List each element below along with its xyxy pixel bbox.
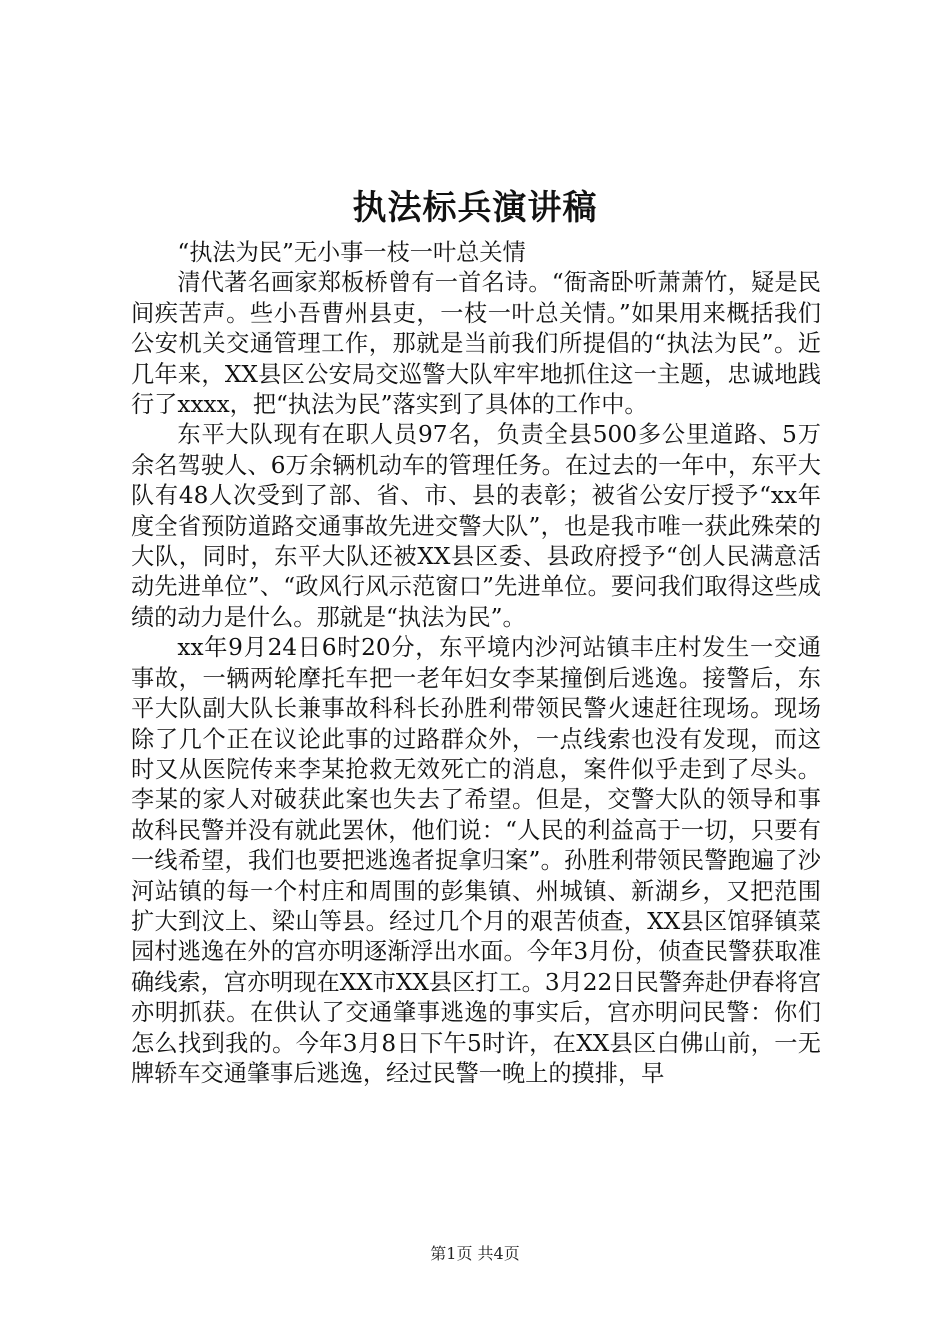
body-paragraph: 东平大队现有在职人员97名，负责全县500多公里道路、5万余名驾驶人、6万余辆机动车的管理任务。在过去的一年中，东平大队有48人次受到了部、省、市、县的表彰；被省公安厅授予“xx年度全省预防道路交通事故先进交警大队”，也是我市唯一获此殊荣的大队，同时，东平大队还被XX县区委、县政府授予“创人民满意活动先进单位”、“政风行风示范窗口”先进单位。要问我们取得这些成绩的动力是什么。那就是“执法为民”。: [131, 421, 821, 631]
body-paragraph: xx年9月24日6时20分，东平境内沙河站镇丰庄村发生一交通事故，一辆两轮摩托车把一老年妇女李某撞倒后逃逸。接警后，东平大队副大队长兼事故科科长孙胜利带领民警火速赶往现场。现场除了几个正在议论此事的过路群众外，一点线索也没有发现，而这时又从医院传来李某抢救无效死亡的消息，案件似乎走到了尽头。李某的家人对破获此案也失去了希望。但是，交警大队的领导和事故科民警并没有就此罢休，他们说：“人民的利益高于一切，只要有一线希望，我们也要把逃逸者捉拿归案”。孙胜利带领民警跑遍了沙河站镇的每一个村庄和周围的彭集镇、州城镇、新湖乡，又把范围扩大到汶上、梁山等县。经过几个月的艰苦侦查，XX县区馆驿镇菜园村逃逸在外的宫亦明逐渐浮出水面。今年3月份，侦查民警获取准确线索，宫亦明现在XX市XX县区打工。3月22日民警奔赴伊春将宫亦明抓获。在供认了交通肇事逃逸的事实后，宫亦明问民警：你们怎么找到我的。今年3月8日下午5时许，在XX县区白佛山前，一无牌轿车交通肇事后逃逸，经过民警一晚上的摸排，早: [131, 634, 821, 1087]
document-title: 执法标兵演讲稿: [352, 188, 598, 228]
document-body: [131, 238, 821, 1089]
body-paragraph: 清代著名画家郑板桥曾有一首名诗。“衙斋卧听萧萧竹，疑是民间疾苦声。些小吾曹州县吏，一枝一叶总关情。”如果用来概括我们公安机关交通管理工作，那就是当前我们所提倡的“执法为民”。近几年来，XX县区公安局交巡警大队牢牢地抓住这一主题，忠诚地践行了xxxx，把“执法为民”落实到了具体的工作中。: [131, 269, 821, 419]
body-paragraph-subtitle: “执法为民”无小事一枝一叶总关情: [177, 239, 526, 266]
page-footer: 第1页 共4页: [430, 1244, 520, 1263]
